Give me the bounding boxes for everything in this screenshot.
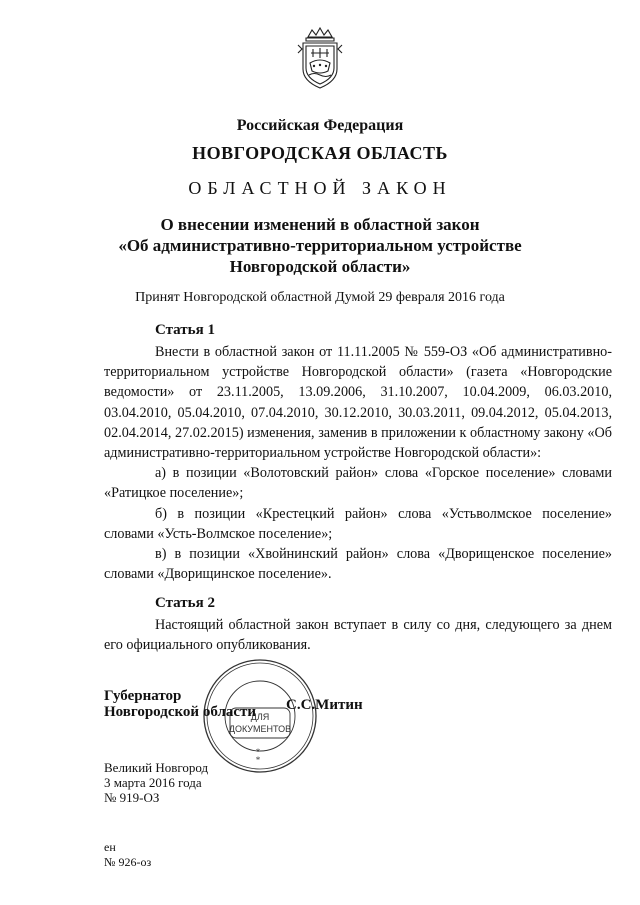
law-title-line: «Об административно-территориальном устройстве bbox=[118, 236, 522, 255]
law-title-line: О внесении изменений в областной закон bbox=[160, 215, 480, 234]
filing-reference: № 926-оз bbox=[104, 855, 152, 869]
country-heading: Российская Федерация bbox=[236, 117, 404, 134]
svg-text:*: * bbox=[255, 747, 261, 757]
signature-name: С.С.Митин bbox=[286, 697, 363, 713]
article-paragraph: в) в позиции «Хвойнинский район» слова «Дворищенское поселение» словами «Дворищинское поселение». bbox=[104, 546, 612, 583]
stamp-center-text: ДОКУМЕНТОВ bbox=[228, 724, 292, 734]
adoption-note: Принят Новгородской областной Думой 29 февраля 2016 года bbox=[135, 290, 505, 305]
article-1-body bbox=[104, 342, 612, 584]
coat-of-arms-emblem bbox=[295, 27, 345, 91]
signature-position-line: Новгородской области bbox=[104, 704, 257, 720]
article-1-heading: Статья 1 bbox=[155, 322, 215, 338]
article-paragraph: а) в позиции «Волотовский район» слова «Горское поселение» словами «Ратицкое поселение»; bbox=[104, 465, 612, 502]
article-2-heading: Статья 2 bbox=[155, 595, 215, 611]
signature-position-line: Губернатор bbox=[104, 688, 182, 704]
filing-details bbox=[104, 840, 151, 870]
clerk-initials: ен bbox=[104, 840, 116, 854]
law-title-line: Новгородской области» bbox=[229, 257, 411, 276]
article-paragraph: б) в позиции «Крестецкий район» слова «Устьволмское поселение» словами «Усть-Волмское поселение»; bbox=[104, 505, 612, 542]
document-type-heading: ОБЛАСТНОЙ ЗАКОН bbox=[188, 178, 452, 198]
law-title bbox=[0, 214, 640, 277]
signing-date: 3 марта 2016 года bbox=[104, 775, 202, 790]
article-paragraph: Внести в областной закон от 11.11.2005 № 559-ОЗ «Об административно-территориальном устройстве Новгородской области» (газета «Новгородские ведомости» от 23.11.2005, 13.09.2006, 31.10.2007, 10.04.2009, 06.03.2010, 03.04.2010, 05.04.2010, 07.04.2010, 30.12.2010, 30.03.2011, 09.04.2012, 05.04.2013, 02.04.2014, 27.02.2015) изменения, заменив в приложении к областному закону «Об административно-территориальном устройстве Новгородской области»: bbox=[104, 344, 612, 462]
signing-place: Великий Новгород bbox=[104, 760, 209, 775]
article-paragraph: Настоящий областной закон вступает в силу со дня, следующего за днем его официального опубликования. bbox=[104, 617, 612, 654]
stamp-center-text: ДЛЯ bbox=[250, 712, 270, 722]
article-2-body bbox=[104, 615, 612, 655]
region-heading: НОВГОРОДСКАЯ ОБЛАСТЬ bbox=[192, 143, 448, 163]
svg-text:*: * bbox=[255, 755, 261, 765]
signature-position bbox=[104, 688, 256, 720]
signing-details bbox=[104, 760, 208, 805]
law-number: № 919-ОЗ bbox=[104, 790, 160, 805]
